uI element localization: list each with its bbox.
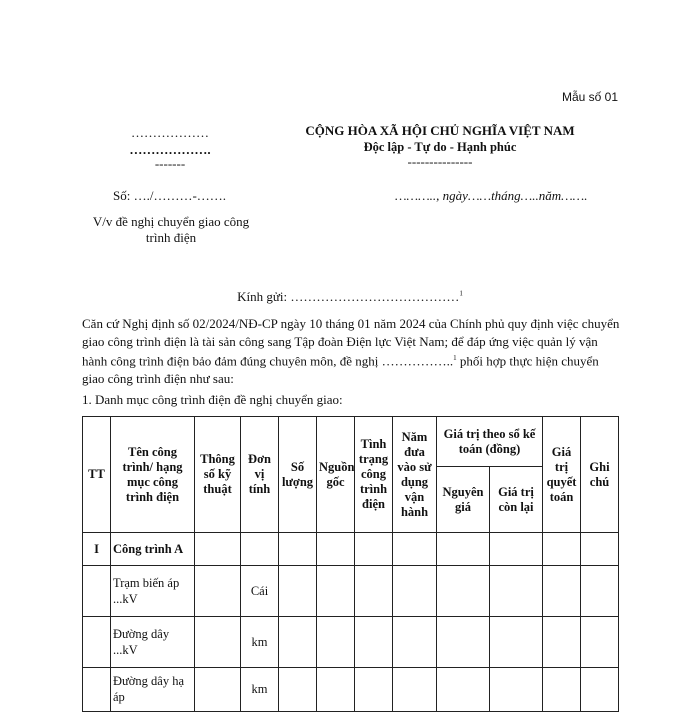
date-line: ……….., ngày……tháng…..năm……. <box>395 188 588 203</box>
table-row <box>83 533 619 566</box>
national-header <box>290 122 590 168</box>
section-heading: 1. Danh mục công trình điện đề nghị chuyển giao: <box>82 392 343 407</box>
national-motto: Độc lập - Tự do - Hạnh phúc <box>363 140 517 154</box>
row-tt <box>83 617 111 668</box>
header-gia-tri-con-lai: Giá trị còn lại <box>490 467 543 533</box>
table-row <box>83 566 619 617</box>
header-tinh-trang: Tình trạng công trình điện <box>355 417 393 533</box>
header-so-luong: Số lượng <box>279 417 317 533</box>
body-text-part2: phối hợp thực hiện chuyển giao công trình điện như sau: <box>82 353 599 386</box>
agency-line-1: ……………… <box>131 125 209 140</box>
national-title: CỘNG HÒA XÃ HỘI CHỦ NGHĨA VIỆT NAM <box>305 123 575 138</box>
row-tt <box>83 566 111 617</box>
header-don-vi: Đơn vị tính <box>241 417 279 533</box>
row-name: Công trình A <box>111 533 195 566</box>
recipient-text: Kính gửi: ………………………………… <box>237 289 460 304</box>
header-tt: TT <box>83 417 111 533</box>
header-gia-tri-so-ke-toan: Giá trị theo sổ kế toán (đồng) <box>437 417 543 467</box>
table-row <box>83 668 619 712</box>
header-ten-cong-trinh: Tên công trình/ hạng mục công trình điện <box>111 417 195 533</box>
body-text-part1: Căn cứ Nghị định số 02/2024/NĐ-CP ngày 10 tháng 01 năm 2024 của Chính phủ quy định việc chuyển giao công trình điện là tài sản công sang Tập đoàn Điện lực Việt Nam; để đáp ứng việc quản lý vận hành công trình điện bảo đảm đúng chuyên môn, đề nghị …………….. <box>82 316 620 369</box>
footnote-marker: 1 <box>453 354 457 362</box>
header-thong-so: Thông số kỹ thuật <box>195 417 241 533</box>
document-subject: V/v đề nghị chuyển giao công trình điện <box>92 214 250 245</box>
row-tt: I <box>83 533 111 566</box>
header-nam-su-dung: Năm đưa vào sử dụng vận hành <box>393 417 437 533</box>
row-tt <box>83 668 111 712</box>
agency-divider: ------- <box>154 156 186 171</box>
row-name: Đường dây hạ áp <box>111 668 195 712</box>
row-name: Trạm biến áp ...kV <box>111 566 195 617</box>
document-number: Số: …./………-……. <box>113 188 227 203</box>
footnote-marker: 1 <box>459 289 463 298</box>
table-row <box>83 617 619 668</box>
recipient-line <box>0 289 700 305</box>
header-nguon-goc: Nguồn gốc <box>317 417 355 533</box>
issuing-agency-header <box>95 124 245 170</box>
national-divider: --------------- <box>407 154 473 169</box>
body-paragraph <box>82 315 622 387</box>
row-unit: km <box>241 668 279 712</box>
row-unit <box>241 533 279 566</box>
header-gia-tri-quyet-toan: Giá trị quyết toán <box>543 417 581 533</box>
transfer-list-table <box>82 416 619 712</box>
header-ghi-chu: Ghi chú <box>581 417 619 533</box>
row-unit: km <box>241 617 279 668</box>
form-number: Mẫu số 01 <box>561 90 618 104</box>
row-unit: Cái <box>241 566 279 617</box>
agency-line-2: ………………. <box>129 142 211 157</box>
row-name: Đường dây ...kV <box>111 617 195 668</box>
header-nguyen-gia: Nguyên giá <box>437 467 490 533</box>
